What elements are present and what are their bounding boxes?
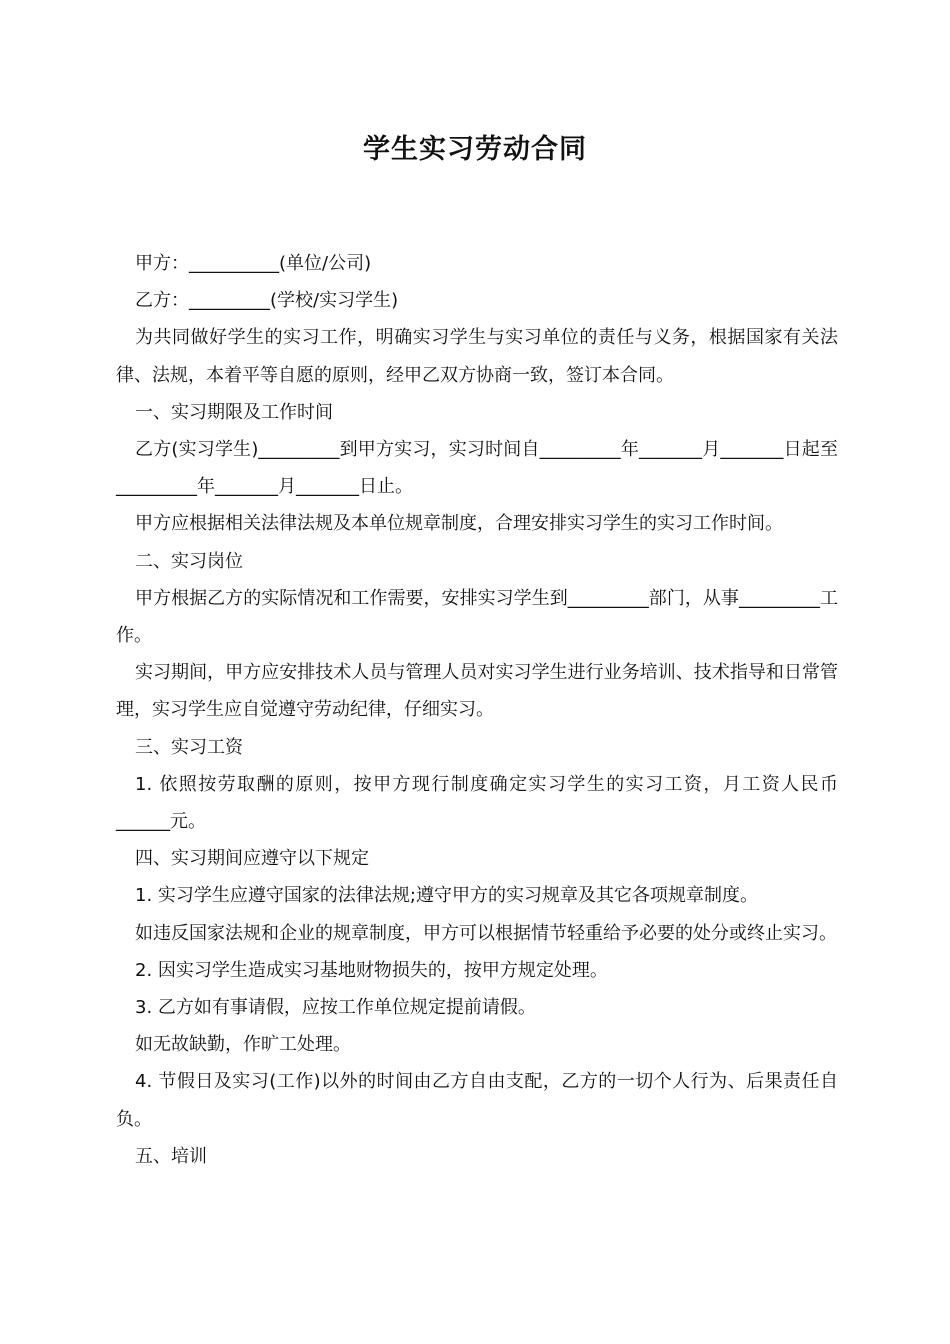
rules-violation-paragraph: 如违反国家法规和企业的规章制度，甲方可以根据情节轻重给予必要的处分或终止实习。: [135, 922, 837, 944]
party-a-line: 甲方：__________(单位/公司): [135, 253, 372, 274]
rules-item-4: 4. 节假日及实习(工作)以外的时间由乙方自由支配，乙方的一切个人行为、后果责任自负。: [116, 1071, 838, 1130]
position-paragraph: 甲方根据乙方的实际情况和工作需要，安排实习学生到_________部门，从事_________工作。: [116, 587, 838, 647]
section-heading-position: 二、实习岗位: [135, 550, 243, 572]
document-body: [116, 245, 838, 1175]
internship-period-paragraph: 乙方(实习学生)_________到甲方实习，实习时间自_________年_______月_______日起至_________年_______月_______日止。: [116, 439, 838, 498]
preamble-paragraph: 为共同做好学生的实习工作，明确实习学生与实习单位的责任与义务，根据国家有关法律、法规，本着平等自愿的原则，经甲乙双方协商一致，签订本合同。: [116, 327, 838, 386]
working-hours-paragraph: 甲方应根据相关法律法规及本单位规章制度，合理安排实习学生的实习工作时间。: [135, 513, 783, 535]
section-heading-internship-period: 一、实习期限及工作时间: [135, 401, 333, 423]
section-heading-wages: 三、实习工资: [135, 736, 243, 758]
wages-paragraph: 1. 依照按劳取酬的原则，按甲方现行制度确定实习学生的实习工资，月工资人民币______元。: [116, 773, 838, 833]
training-management-paragraph: 实习期间，甲方应安排技术人员与管理人员对实习学生进行业务培训、技术指导和日常管理，实习学生应自觉遵守劳动纪律，仔细实习。: [116, 662, 838, 721]
party-b-line: 乙方：_________(学校/实习学生): [135, 290, 399, 312]
rules-item-1: 1. 实习学生应遵守国家的法律法规;遵守甲方的实习规章及其它各项规章制度。: [135, 885, 758, 907]
document-title: 学生实习劳动合同: [363, 134, 587, 165]
rules-item-3: 3. 乙方如有事请假，应按工作单位规定提前请假。: [135, 997, 536, 1019]
rules-item-2: 2. 因实习学生造成实习基地财物损失的，按甲方规定处理。: [135, 959, 608, 981]
section-heading-training: 五、培训: [135, 1145, 207, 1167]
absence-paragraph: 如无故缺勤，作旷工处理。: [135, 1034, 351, 1056]
section-heading-rules: 四、实习期间应遵守以下规定: [135, 848, 369, 870]
